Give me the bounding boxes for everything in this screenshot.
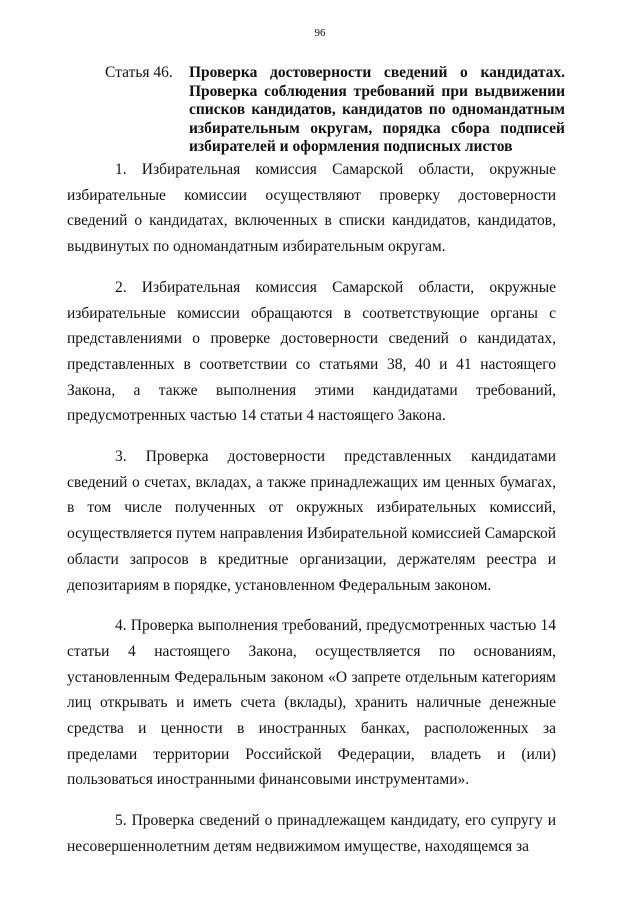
paragraph-1: 1. Избирательная комиссия Самарской области, окружные избирательные комиссии осуществляют проверку достоверности сведений о кандидатах, включенных в списки кандидатов, кандидатов, выдвинутых по одномандатным избирательным округам. <box>67 161 556 256</box>
article-heading <box>105 64 565 157</box>
article-body <box>67 157 556 875</box>
article-title: Проверка достоверности сведений о кандидатах. Проверка соблюдения требований при выдвижении списков кандидатов, кандидатов по одномандатным избирательным округам, порядка сбора подписей избирателей и оформления подписных листов <box>189 64 565 156</box>
paragraph-2: 2. Избирательная комиссия Самарской области, окружные избирательные комиссии обращаются в соответствующие органы с представлениями о проверке достоверности сведений о кандидатах, представленных в соответствии со статьями 38, 40 и 41 настоящего Закона, а также выполнения этими кандидатами требований, предусмотренных частью 14 статьи 4 настоящего Закона. <box>67 278 556 425</box>
page-number: 96 <box>314 27 326 39</box>
paragraph-5: 5. Проверка сведений о принадлежащем кандидату, его супругу и несовершеннолетним детям недвижимом имуществе, находящемся за <box>67 812 556 855</box>
article-label: Статья 46. <box>105 64 173 81</box>
paragraph-3: 3. Проверка достоверности представленных кандидатами сведений о счетах, вкладах, а также принадлежащих им ценных бумагах, в том числе полученных от окружных избирательных комиссий, осуществляется путем направления Избирательной комиссией Самарской области запросов в кредитные организации, держателям реестра и депозитариям в порядке, установленном Федеральным законом. <box>67 448 556 594</box>
paragraph-4: 4. Проверка выполнения требований, предусмотренных частью 14 статьи 4 настоящего Закона, осуществляется по основаниям, установленным Федеральным законом «О запрете отдельным категориям лиц открывать и иметь счета (вклады), хранить наличные денежные средства и ценности в иностранных банках, расположенных за пределами территории Российской Федерации, владеть и (или) пользоваться иностранными финансовыми инструментами». <box>67 617 556 789</box>
